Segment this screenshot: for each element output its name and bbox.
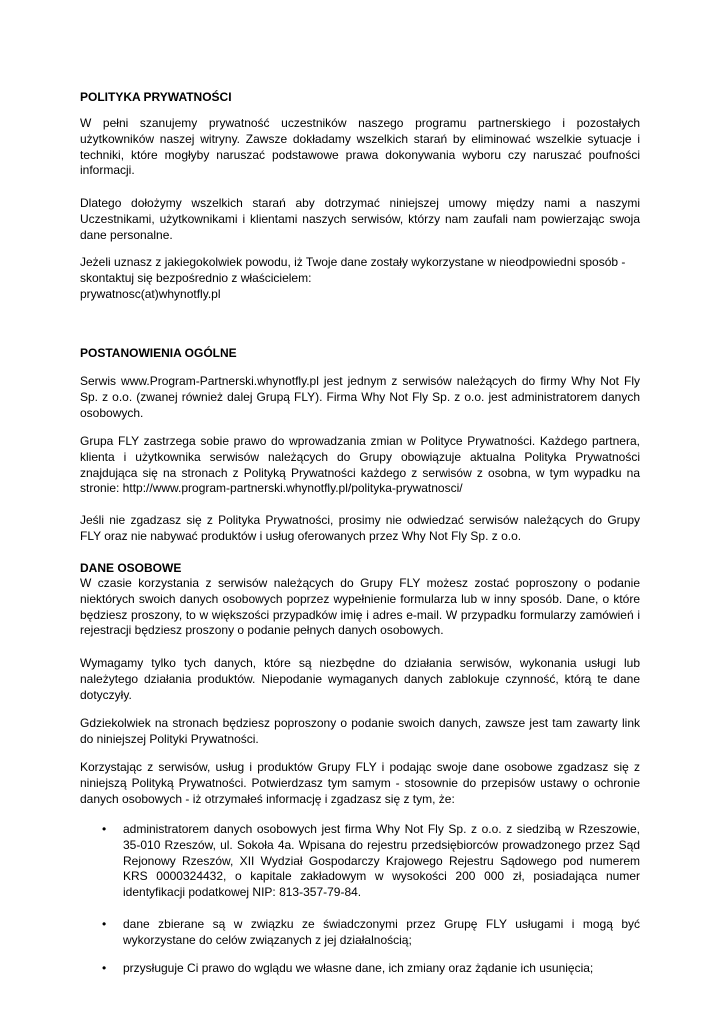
heading-general-provisions: POSTANOWIENIA OGÓLNE (80, 346, 237, 360)
heading-personal-data: DANE OSOBOWE (80, 561, 182, 575)
heading-privacy-policy: POLITYKA PRYWATNOŚCI (80, 90, 232, 104)
paragraph-consent-text: Korzystając z serwisów, usług i produktów Grupy FLY i podając swoje dane osobowe zgadzasz się z niniejszą Polityką Prywatności. Potwierdzasz tym samym - stosownie do przepisów ustawy o ochronie danych osobowych - iż otrzymałeś informację i zgadzasz się z tym, że: (80, 760, 640, 806)
section-privacy-policy (80, 89, 640, 105)
list-item-text: administratorem danych osobowych jest firma Why Not Fly Sp. z o.o. z siedzibą w Rzeszowie, 35-010 Rzeszów, ul. Sokoła 4a. Wpisana do rejestru przedsiębiorców prowadzonego przez Sąd Rejonowy Rzeszów, XII Wydział Gospodarczy Krajowego Rejestru Sądowego pod numerem KRS 0000324432, o kapitale zakładowym w wysokości 200 000 zł, posiadająca numer identyfikacji podatkowej NIP: 813-357-79-84. (123, 822, 640, 900)
paragraph-data-collection-text: W czasie korzystania z serwisów należących do Grupy FLY możesz zostać poproszony o podanie niektórych swoich danych osobowych poprzez wypełnienie formularza lub w inny sposób. Dane, o które będziesz proszony, to w większości przypadków imię i adres e-mail. W przypadku formularzy zamówień i rejestracji będziesz proszony o podanie pełnych danych osobowych. (80, 576, 640, 638)
section-personal-data (80, 560, 640, 576)
paragraph-disagree (80, 513, 640, 545)
bullet-icon: • (102, 822, 107, 836)
list-item (80, 961, 640, 977)
list-item (80, 822, 640, 901)
paragraph-contact (80, 255, 640, 302)
paragraph-disagree-text: Jeśli nie zgadzasz się z Polityka Prywatności, prosimy nie odwiedzać serwisów należących do Grupy FLY oraz nie nabywać produktów i usług oferowanych przez Why Not Fly Sp. z o.o. (80, 513, 640, 543)
list-item (80, 917, 640, 949)
paragraph-service-text: Serwis www.Program-Partnerski.whynotfly.pl jest jednym z serwisów należących do firmy Why Not Fly Sp. z o.o. (zwanej również dalej Grupą FLY). Firma Why Not Fly Sp. z o.o. jest administratorem danych osobowych. (80, 374, 640, 420)
paragraph-service (80, 374, 640, 421)
contact-line-2: skontaktuj się bezpośrednio z właścicielem: (80, 270, 312, 285)
paragraph-data-collection (80, 576, 640, 639)
paragraph-policy-link-text: Gdziekolwiek na stronach będziesz poproszony o podanie swoich danych, zawsze jest tam zawarty link do niniejszej Polityki Prywatności. (80, 716, 640, 746)
paragraph-intro-text: W pełni szanujemy prywatność uczestników naszego programu partnerskiego i pozostałych użytkowników naszej witryny. Zawsze dokładamy wszelkich starań by eliminować wszelkie sytuacje i techniki, które mogłyby naruszać podstawowe prawa dokonywania wyboru czy naruszać poufności informacji. (80, 116, 640, 178)
contact-line-1: Jeżeli uznasz z jakiegokolwiek powodu, iż Twoje dane zostały wykorzystane w nieodpowiedni sposób - (80, 255, 626, 269)
paragraph-policy-link (80, 716, 640, 748)
paragraph-consent (80, 760, 640, 807)
paragraph-intro (80, 116, 640, 179)
paragraph-required-data-text: Wymagamy tylko tych danych, które są niezbędne do działania serwisów, wykonania usługi lub należytego działania produktów. Niepodanie wymaganych danych zablokuje czynność, którą te dane dotyczyły. (80, 656, 640, 702)
list-item-text: dane zbierane są w związku ze świadczonymi przez Grupę FLY usługami i mogą być wykorzystane do celów związanych z jej działalnością; (123, 917, 640, 947)
paragraph-commitment (80, 196, 640, 243)
list-item-text: przysługuje Ci prawo do wglądu we własne dane, ich zmiany oraz żądanie ich usunięcia; (123, 961, 594, 975)
bullet-icon: • (102, 917, 107, 931)
paragraph-policy-changes (80, 434, 640, 497)
section-general-provisions (80, 345, 640, 361)
paragraph-policy-changes-text: Grupa FLY zastrzega sobie prawo do wprowadzania zmian w Polityce Prywatności. Każdego partnera, klienta i użytkownika serwisów należących do Grupy obowiązuje aktualna Polityka Prywatności znajdująca się na stronach z Polityką Prywatności każdego z serwisów z osobna, w tym wypadku na stronie: http://www.program-partnerski.whynotfly.pl/polityka-prywatnosci/ (80, 434, 640, 496)
paragraph-commitment-text: Dlatego dołożymy wszelkich starań aby dotrzymać niniejszej umowy między nami a naszymi Uczestnikami, użytkownikami i klientami naszych serwisów, którzy nam zaufali nam powierzając swoja dane personalne. (80, 196, 640, 242)
paragraph-required-data (80, 656, 640, 703)
contact-email: prywatnosc(at)whynotfly.pl (80, 286, 221, 301)
bullet-icon: • (102, 961, 107, 975)
